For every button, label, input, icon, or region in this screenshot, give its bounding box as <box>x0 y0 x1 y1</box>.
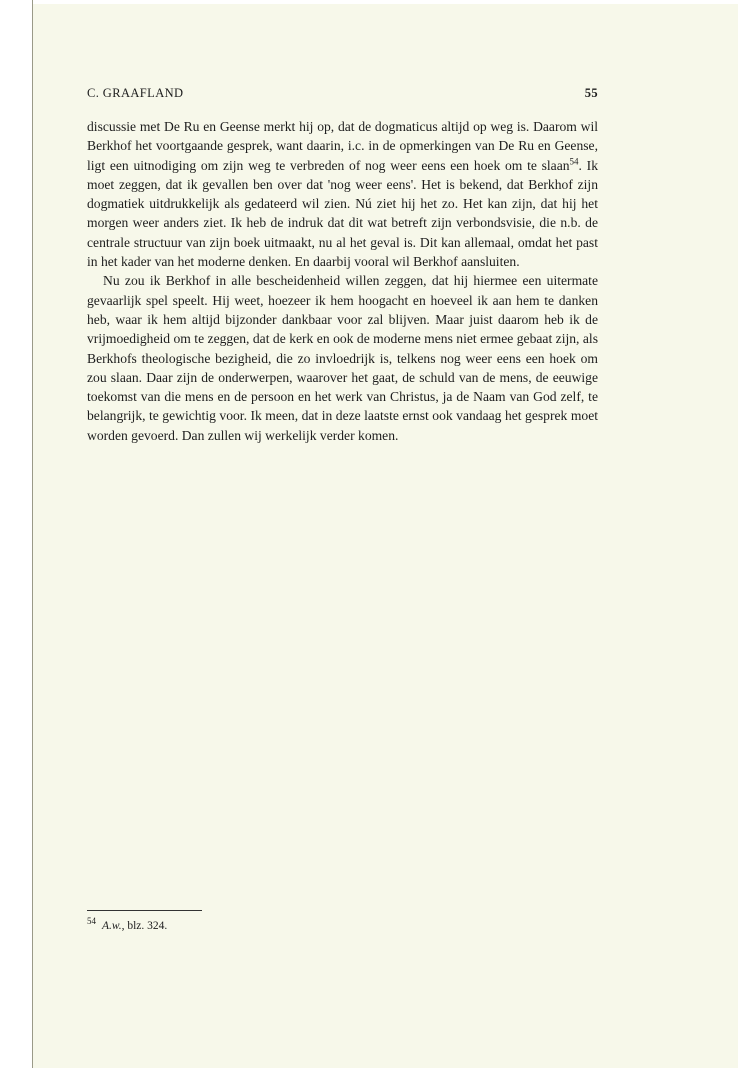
footnote-number: 54 <box>87 916 96 926</box>
footnote-marker: 54 <box>569 156 579 167</box>
footnote <box>87 916 598 932</box>
paragraph-1-part-a: discussie met De Ru en Geense merkt hij op, dat de dogmaticus altijd op weg is. Daarom wil Berkhof het voortgaande gesprek, want daarin, i.c. in de opmerkingen van De Ru en Geense, ligt een uitnodiging om zijn weg te verbreden of nog weer eens een hoek om te slaan <box>87 119 598 173</box>
paragraph-1-part-b: . Ik moet zeggen, dat ik gevallen ben over dat 'nog weer eens'. Het is bekend, dat Berkhof zijn dogmatiek uitdrukkelijk als gedateerd wil zien. Nú ziet hij het zo. Het kan zijn, dat hij het morgen weer anders ziet. Ik heb de indruk dat dit wat betreft zijn verbondsvisie, die n.b. de centrale structuur van zijn boek uitmaakt, nu al het geval is. Dit kan allemaal, omdat het past in het kader van het moderne denken. En daarbij vooral wil Berkhof aansluiten. <box>87 157 598 270</box>
running-header-author: C. GRAAFLAND <box>87 86 184 100</box>
body-text <box>87 117 598 445</box>
paragraph-1 <box>87 117 598 271</box>
paragraph-2: Nu zou ik Berkhof in alle bescheidenheid willen zeggen, dat hij hiermee een uitermate gevaarlijk spel speelt. Hij weet, hoezeer ik hem hoogacht en hoeveel ik aan hem te danken heb, waar ik hem altijd bijzonder dankbaar voor zal blijven. Maar juist daarom heb ik de vrijmoedigheid om te zeggen, dat de kerk en ook de moderne mens niet ermee gebaat zijn, als Berkhofs theologische bezigheid, die zo invloedrijk is, telkens nog weer eens een hoek om zou slaan. Daar zijn de onderwerpen, waarover het gaat, de schuld van de mens, de eeuwige toekomst van die mens en de persoon en het werk van Christus, ja de Naam van God zelf, te belangrijk, te gewichtig voor. Ik meen, dat in deze laatste ernst ook vandaag het gesprek moet worden gevoerd. Dan zullen wij werkelijk verder komen. <box>87 273 598 443</box>
footnote-abbreviation: A.w., <box>102 919 125 932</box>
footnote-rule <box>87 910 202 911</box>
scan-margin <box>0 0 32 1068</box>
footnote-reference: blz. 324. <box>124 919 168 932</box>
page-number: 55 <box>584 86 598 100</box>
